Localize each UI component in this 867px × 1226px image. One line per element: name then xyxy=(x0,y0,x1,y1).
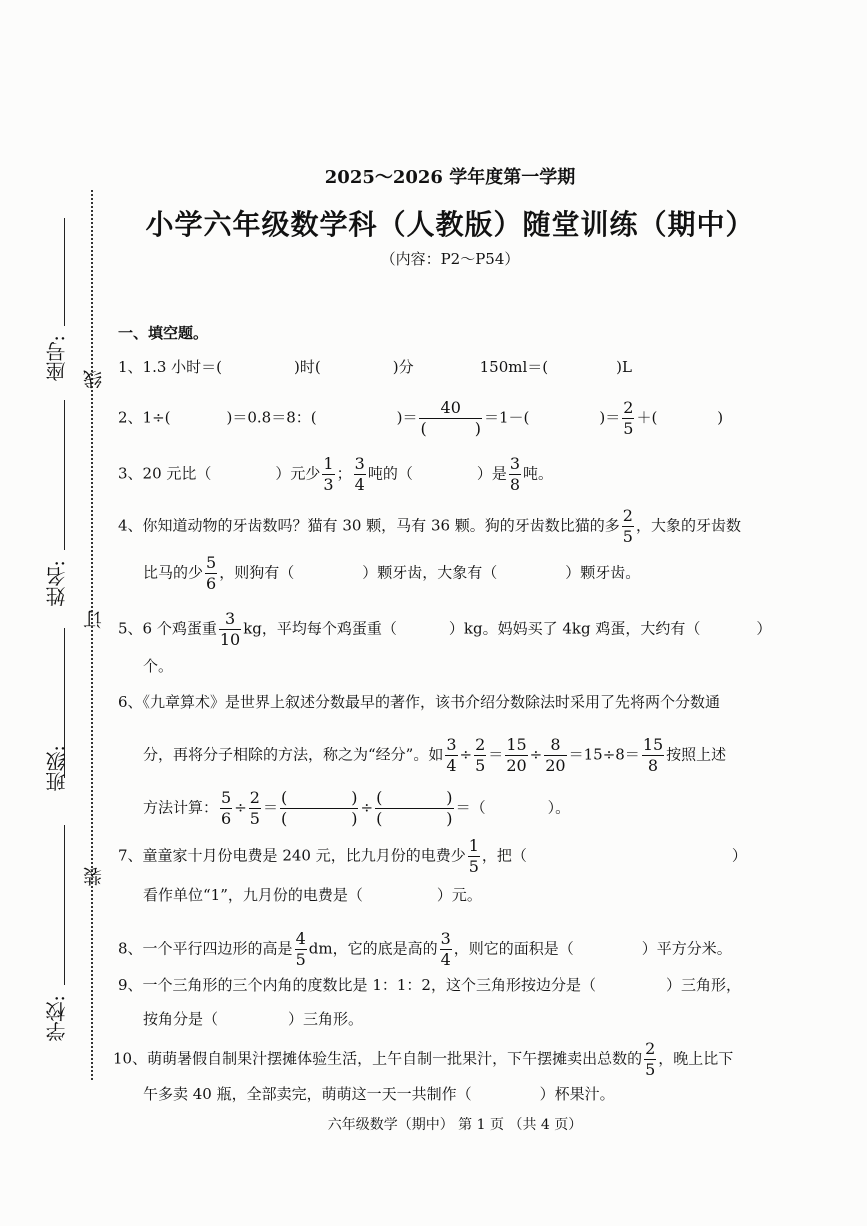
fraction: $\frac{2}{5}$ xyxy=(622,506,633,546)
question-4-line-1: 4、你知道动物的牙齿数吗？猫有 30 颗，马有 36 颗。狗的牙齿数比猫的多 $\frac{2}{5}$ ，大象的牙齿数 xyxy=(118,506,741,546)
page-footer: 六年级数学（期中） 第 1 页 （共 4 页） xyxy=(327,1117,583,1133)
binding-word-ding: 订 xyxy=(83,610,105,629)
fraction: $\frac{( )}{( )}$ xyxy=(280,788,358,828)
content-range: （内容：P2～P54） xyxy=(380,250,520,268)
question-4-line-2: 比马的少 $\frac{5}{6}$ ，则狗有（ ）颗牙齿，大象有（ ）颗牙齿。 xyxy=(143,553,641,593)
fraction: $\frac{5}{6}$ xyxy=(206,553,217,593)
page-title: 小学六年级数学科（人教版）随堂训练（期中） xyxy=(145,208,755,241)
fraction: $\frac{1}{5}$ xyxy=(468,836,479,876)
question-6-line-3: 方法计算： $\frac{5}{6}$ ÷ $\frac{2}{5}$ ＝ $\frac{( )}{( )}$ ÷ $\frac{( )}{( )}$ ＝（ ）。 xyxy=(143,788,571,828)
question-6-line-1: 6、《九章算术》是世界上叙述分数最早的著作，该书介绍分数除法时采用了先将两个分数通 xyxy=(118,693,721,711)
binding-line-2 xyxy=(64,400,65,550)
fraction: $\frac{( )}{( )}$ xyxy=(376,788,453,828)
fraction: $\frac{40}{( )}$ xyxy=(420,398,481,438)
fraction: $\frac{3}{8}$ xyxy=(509,454,521,494)
seat-label: 座号: xyxy=(45,335,69,382)
fraction: $\frac{3}{4}$ xyxy=(446,735,457,775)
question-9-line-2: 按角分是（ ）三角形。 xyxy=(143,1010,364,1028)
binding-line-1 xyxy=(64,218,65,326)
fraction: $\frac{8}{20}$ xyxy=(545,735,566,775)
question-5-line-2: 个。 xyxy=(143,657,174,675)
fraction: $\frac{2}{5}$ xyxy=(249,788,260,828)
binding-line-4 xyxy=(64,825,65,985)
school-label: 学校: xyxy=(45,995,69,1042)
class-label: 班级: xyxy=(45,745,69,792)
question-7: 7、童童家十月份电费是 240 元，比九月份的电费少 $\frac{1}{5}$ ，把（ ） xyxy=(118,836,747,876)
question-10-line-2: 午多卖 40 瓶，全部卖完，萌萌这一天一共制作（ ）杯果汁。 xyxy=(143,1085,615,1103)
question-1: 1、1.3 小时＝( )时( )分 150ml＝( )L xyxy=(118,358,632,376)
question-2: 2、1÷( )＝0.8＝8：( )＝ $\frac{40}{( )}$ ＝1－( )＝ $\frac{2}{5}$ ＋( ) xyxy=(118,398,724,438)
question-5: 5、6 个鸡蛋重 $\frac{3}{10}$ kg，平均每个鸡蛋重（ ）kg。妈妈买了 4kg 鸡蛋，大约有（ ） xyxy=(118,609,772,649)
question-10: 10、萌萌暑假自制果汁摆摊体验生活，上午自制一批果汁，下午摆摊卖出总数的 $\frac{2}{5}$ ，晚上比下 xyxy=(113,1039,734,1079)
fraction: $\frac{1}{3}$ xyxy=(323,454,334,494)
fraction: $\frac{4}{5}$ xyxy=(295,929,306,969)
fraction: $\frac{5}{6}$ xyxy=(221,788,232,828)
term-heading: 2025～2026 学年度第一学期 xyxy=(324,167,576,188)
question-9: 9、一个三角形的三个内角的度数比是 1：1：2，这个三角形按边分是（ ）三角形， xyxy=(118,976,741,994)
fraction: $\frac{2}{5}$ xyxy=(475,735,486,775)
question-6-line-2: 分，再将分子相除的方法，称之为“经分”。如 $\frac{3}{4}$ ÷ $\frac{2}{5}$ ＝ $\frac{15}{20}$ ÷ $\frac{8}{20}$ ＝15÷8＝ $\frac{15}{8}$ 按照上述 xyxy=(143,735,727,775)
section-heading: 一、填空题。 xyxy=(118,324,209,342)
binding-word-zhuang: 装 xyxy=(83,867,105,886)
binding-word-line: 线 xyxy=(83,370,105,389)
fraction: $\frac{15}{8}$ xyxy=(642,735,664,775)
question-3: 3、20 元比（ ）元少 $\frac{1}{3}$ ； $\frac{3}{4}$ 吨的（ ）是 $\frac{3}{8}$ 吨。 xyxy=(118,454,554,494)
fraction: $\frac{3}{10}$ xyxy=(219,609,241,649)
question-7-line-2: 看作单位“1”，九月份的电费是（ ）元。 xyxy=(143,886,482,904)
question-8: 8、一个平行四边形的高是 $\frac{4}{5}$ dm，它的底是高的 $\frac{3}{4}$ ，则它的面积是（ ）平方分米。 xyxy=(118,929,732,969)
fraction: $\frac{3}{4}$ xyxy=(354,454,365,494)
binding-dotted-line xyxy=(91,190,93,1080)
fraction: $\frac{15}{20}$ xyxy=(506,735,527,775)
fraction: $\frac{3}{4}$ xyxy=(440,929,451,969)
fraction: $\frac{2}{5}$ xyxy=(645,1039,656,1079)
name-label: 姓名: xyxy=(45,560,69,607)
fraction: $\frac{2}{5}$ xyxy=(623,398,634,438)
